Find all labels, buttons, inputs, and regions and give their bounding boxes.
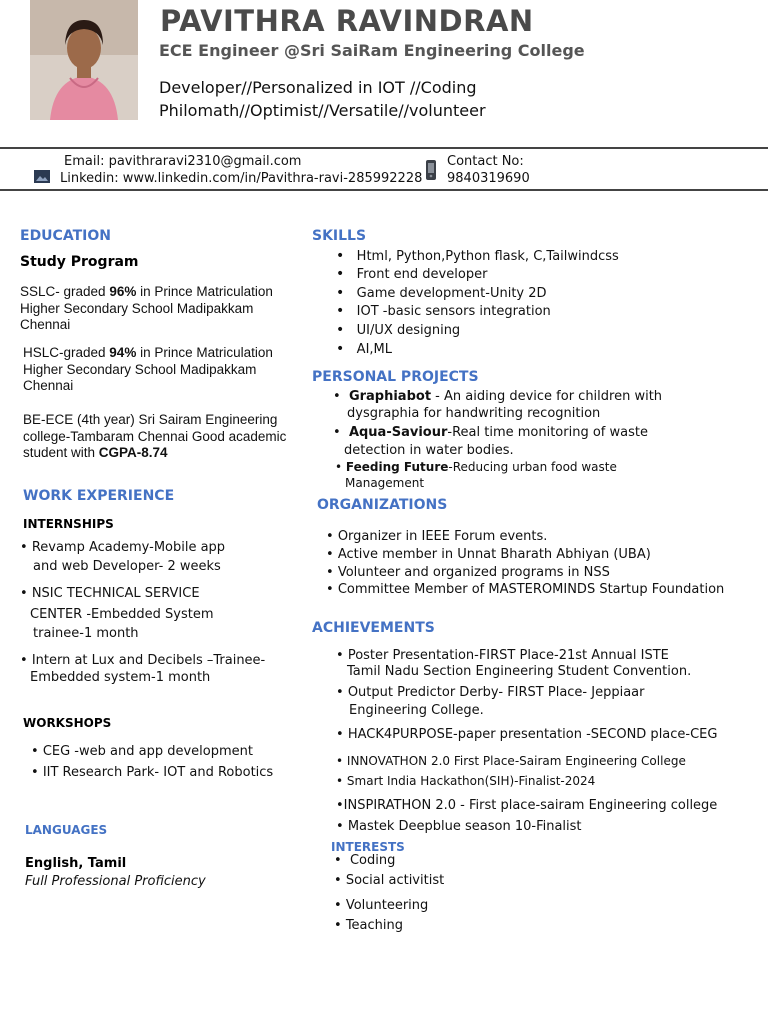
email-line	[64, 154, 301, 169]
achievement-item: •INSPIRATHON 2.0 - First place-sairam Engineering college	[336, 798, 718, 813]
skill-item: • Front end developer	[336, 266, 488, 282]
divider-top	[0, 147, 768, 149]
phone-number[interactable]: 9840319690	[447, 171, 530, 186]
candidate-subtitle: ECE Engineer @Sri SaiRam Engineering College	[159, 41, 585, 60]
linkedin-icon	[34, 170, 50, 183]
organization-item: • Organizer in IEEE Forum events.	[326, 529, 548, 544]
tagline-line-1: Developer//Personalized in IOT //Coding	[159, 78, 477, 97]
achievement-item: • INNOVATHON 2.0 First Place-Sairam Engineering College	[336, 754, 686, 768]
internship-item-cont: and web Developer- 2 weeks	[33, 559, 221, 574]
candidate-name: PAVITHRA RAVINDRAN	[160, 4, 534, 38]
achievement-item: • Smart India Hackathon(SIH)-Finalist-2024	[336, 774, 596, 788]
achievement-item: • Mastek Deepblue season 10-Finalist	[336, 819, 582, 834]
linkedin-url[interactable]: www.linkedin.com/in/Pavithra-ravi-285992228	[122, 171, 423, 186]
organization-item: • Active member in Unnat Bharath Abhiyan (UBA)	[326, 547, 651, 562]
interest-item: • Coding	[334, 853, 396, 868]
phone-label: Contact No:	[447, 154, 524, 169]
tagline-line-2: Philomath//Optimist//Versatile//volunteer	[159, 101, 486, 120]
interest-item: • Social activitist	[334, 873, 445, 888]
email-label: Email:	[64, 154, 105, 169]
interest-item: • Volunteering	[334, 898, 429, 913]
sslc-entry: SSLC- graded 96% in Prince Matriculation Higher Secondary School Madipakkam Chennai	[20, 284, 273, 332]
be-entry: BE-ECE (4th year) Sri Sairam Engineering college-Tambaram Chennai Good academic student with CGPA-8.74	[23, 412, 287, 460]
interests-heading: INTERESTS	[331, 840, 405, 854]
linkedin-label: Linkedin:	[60, 171, 119, 186]
project-item: • Graphiabot - An aiding device for children with	[333, 389, 663, 404]
internship-item: • Revamp Academy-Mobile app	[20, 540, 226, 555]
interest-item: • Teaching	[334, 918, 403, 933]
project-item-cont: detection in water bodies.	[344, 443, 514, 458]
skill-item: • Game development-Unity 2D	[336, 285, 547, 301]
personal-projects-heading: PERSONAL PROJECTS	[312, 369, 479, 385]
email-value[interactable]: pavithraravi2310@gmail.com	[108, 154, 302, 169]
achievement-item: • HACK4PURPOSE-paper presentation -SECOND place-CEG	[336, 727, 718, 742]
project-item-cont: Management	[345, 476, 425, 490]
project-item-cont: dysgraphia for handwriting recognition	[347, 406, 601, 421]
workshops-heading: WORKSHOPS	[23, 716, 112, 730]
internship-item-cont: CENTER -Embedded System	[30, 607, 214, 622]
organizations-heading: ORGANIZATIONS	[317, 497, 448, 513]
project-item: • Feeding Future-Reducing urban food waste	[335, 460, 617, 474]
languages-heading: LANGUAGES	[25, 823, 108, 837]
achievement-item-cont: Engineering College.	[349, 703, 484, 718]
achievements-heading: ACHIEVEMENTS	[312, 620, 435, 636]
education-heading: EDUCATION	[20, 228, 111, 244]
organization-item: • Volunteer and organized programs in NSS	[326, 565, 610, 580]
study-program-heading: Study Program	[20, 254, 139, 270]
internships-heading: INTERNSHIPS	[23, 517, 114, 531]
skill-item: • AI,ML	[336, 341, 392, 357]
language-proficiency: Full Professional Proficiency	[25, 874, 206, 889]
skill-item: • IOT -basic sensors integration	[336, 303, 551, 319]
profile-photo	[30, 0, 138, 120]
skills-heading: SKILLS	[312, 228, 367, 244]
linkedin-line	[60, 171, 422, 186]
organization-item: • Committee Member of MASTEROMINDS Startup Foundation	[326, 582, 725, 597]
internship-item-cont: trainee-1 month	[33, 626, 139, 641]
achievement-item-cont: Tamil Nadu Section Engineering Student Convention.	[347, 664, 692, 679]
skill-item: • UI/UX designing	[336, 322, 461, 338]
project-item: • Aqua-Saviour-Real time monitoring of waste	[333, 425, 648, 440]
hslc-entry: HSLC-graded 94% in Prince Matriculation Higher Secondary School Madipakkam Chennai	[23, 345, 273, 393]
workshop-item: • IIT Research Park- IOT and Robotics	[31, 765, 274, 780]
languages-list: English, Tamil	[25, 856, 127, 871]
internship-item: • NSIC TECHNICAL SERVICE	[20, 586, 200, 601]
achievement-item: • Poster Presentation-FIRST Place-21st Annual ISTE	[336, 648, 669, 663]
skill-item: • Html, Python,Python flask, C,Tailwindcss	[336, 248, 619, 264]
workshop-item: • CEG -web and app development	[31, 744, 253, 759]
divider-bottom	[0, 189, 768, 191]
internship-item-cont: Embedded system-1 month	[30, 670, 211, 685]
work-experience-heading: WORK EXPERIENCE	[23, 488, 175, 504]
phone-icon	[426, 160, 436, 180]
achievement-item: • Output Predictor Derby- FIRST Place- Jeppiaar	[336, 685, 645, 700]
internship-item: • Intern at Lux and Decibels –Trainee-	[20, 653, 266, 668]
